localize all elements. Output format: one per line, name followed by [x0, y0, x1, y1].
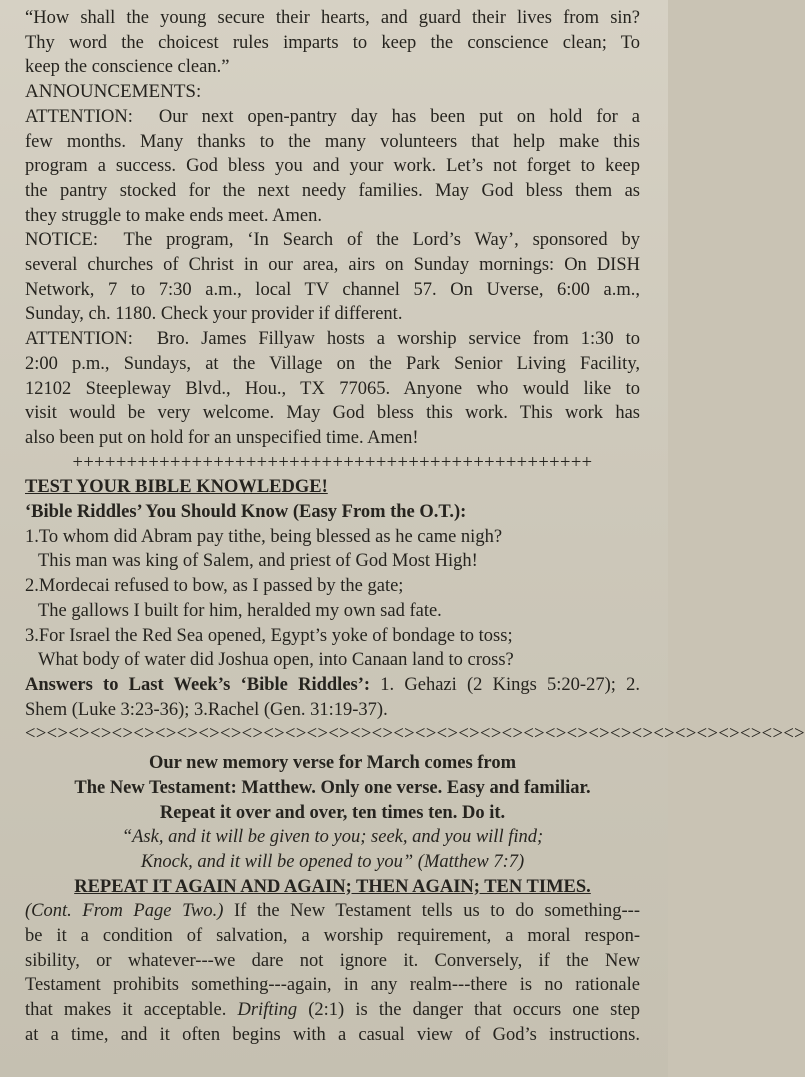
- announcement-line: program a success. God bless you and your work. Let’s not forget to keep: [25, 156, 640, 177]
- announcement-line: they struggle to make ends meet. Amen.: [25, 205, 322, 226]
- article-line: Testament prohibits something---again, in any realm---there is no rationale: [25, 975, 640, 996]
- angle-divider: <><><><><><><><><><><><><><><><><><><><><><><><><><><><><><><><><><><><>: [25, 724, 805, 745]
- announcement-line: NOTICE: The program, ‘In Search of the Lord’s Way’, sponsored by: [25, 230, 640, 251]
- riddle-line: The gallows I built for him, heralded my own sad fate.: [38, 600, 442, 621]
- announcement-tv-program: [25, 228, 640, 327]
- memory-line-2: The New Testament: Matthew. Only one verse. Easy and familiar.: [74, 777, 591, 798]
- announcement-pantry: [25, 105, 640, 229]
- answers-line-1: Answers to Last Week’s ‘Bible Riddles’: 1. Gehazi (2 Kings 5:20-27); 2.: [25, 674, 640, 695]
- memory-line-1: Our new memory verse for March comes from: [149, 753, 516, 774]
- announcement-line: ATTENTION: Bro. James Fillyaw hosts a worship service from 1:30 to: [25, 329, 640, 350]
- announcements-heading: ANNOUNCEMENTS:: [25, 81, 202, 103]
- answers-line-2: Shem (Luke 3:23-36); 3.Rachel (Gen. 31:19-37).: [25, 699, 388, 720]
- continued-article: [25, 899, 640, 1047]
- announcement-line: Network, 7 to 7:30 a.m., local TV channel 57. On Uverse, 6:00 a.m.,: [25, 279, 640, 300]
- quiz-heading: TEST YOUR BIBLE KNOWLEDGE!: [25, 477, 328, 498]
- quiz-subheading: ‘Bible Riddles’ You Should Know (Easy From the O.T.):: [25, 502, 467, 523]
- hymn-line-1: “How shall the young secure their hearts, and guard their lives from sin?: [25, 8, 640, 28]
- memory-verse-line-1: “Ask, and it will be given to you; seek, and you will find;: [121, 827, 544, 848]
- announcement-line: Sunday, ch. 1180. Check your provider if different.: [25, 304, 403, 325]
- announcement-label: ATTENTION:: [25, 329, 133, 350]
- continued-lead: (Cont. From Page Two.): [25, 901, 224, 922]
- riddle-line: This man was king of Salem, and priest of God Most High!: [38, 551, 478, 572]
- drifting-term: Drifting: [237, 1000, 298, 1021]
- announcement-line: visit would be very welcome. May God bless this work. This work has: [25, 403, 640, 424]
- announcement-line: 12102 Steepleway Blvd., Hou., TX 77065. Anyone who would like to: [25, 378, 640, 399]
- announcement-label: NOTICE:: [25, 230, 98, 251]
- announcement-label: ATTENTION:: [25, 106, 133, 127]
- hymn-line-2: Thy word the choicest rules imparts to keep the conscience clean; To: [25, 32, 640, 53]
- memory-line-3: Repeat it over and over, ten times ten. Do it.: [159, 802, 506, 823]
- article-line: at a time, and it often begins with a casual view of God’s instructions.: [25, 1024, 640, 1045]
- article-line: that makes it acceptable. Drifting (2:1) is the danger that occurs one step: [25, 1000, 640, 1021]
- announcement-line: 2:00 p.m., Sundays, at the Village on the Park Senior Living Facility,: [25, 353, 640, 374]
- announcement-line: ATTENTION: Our next open-pantry day has been put on hold for a: [25, 106, 640, 127]
- announcement-line: several churches of Christ in our area, airs on Sunday mornings: On DISH: [25, 255, 640, 276]
- memory-verse-line-2: Knock, and it will be opened to you” (Matthew 7:7): [140, 851, 525, 872]
- announcement-worship-service: [25, 327, 640, 451]
- riddle-line: 2.Mordecai refused to bow, as I passed by the gate;: [25, 576, 404, 597]
- announcement-line: the pantry stocked for the next needy families. May God bless them as: [25, 180, 640, 201]
- announcement-line: few months. Many thanks to the many volunteers that help make this: [25, 131, 640, 152]
- announcement-line: also been put on hold for an unspecified time. Amen!: [25, 427, 419, 448]
- answers-label: Answers to Last Week’s ‘Bible Riddles’:: [25, 674, 371, 695]
- hymn-line-3: keep the conscience clean.”: [25, 57, 230, 78]
- article-line: be it a condition of salvation, a worship requirement, a moral respon-: [25, 926, 640, 947]
- plus-divider: ++++++++++++++++++++++++++++++++++++++++++++++++: [72, 452, 593, 473]
- riddle-line: 1.To whom did Abram pay tithe, being blessed as he came nigh?: [25, 526, 503, 547]
- riddle-list: [25, 525, 640, 673]
- article-line: (Cont. From Page Two.) If the New Testament tells us to do something---: [25, 901, 641, 922]
- article-line: sibility, or whatever---we dare not ignore it. Conversely, if the New: [25, 950, 640, 971]
- riddle-line: What body of water did Joshua open, into Canaan land to cross?: [38, 650, 514, 671]
- repeat-banner: REPEAT IT AGAIN AND AGAIN; THEN AGAIN; TEN TIMES.: [74, 876, 591, 897]
- riddle-line: 3.For Israel the Red Sea opened, Egypt’s yoke of bondage to toss;: [25, 625, 513, 646]
